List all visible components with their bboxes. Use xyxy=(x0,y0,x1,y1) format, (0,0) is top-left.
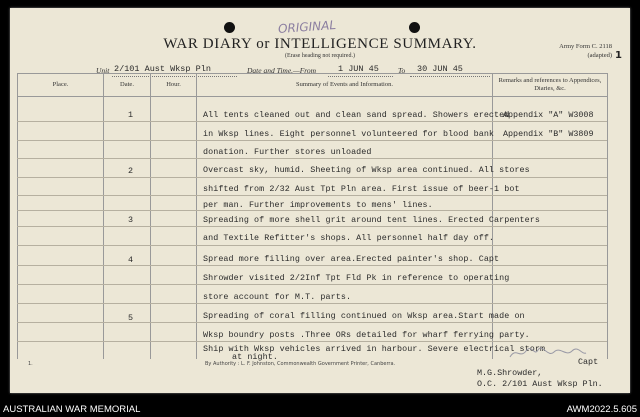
unit-label: Unit xyxy=(96,66,110,75)
ruled-line xyxy=(17,158,607,159)
ruled-line xyxy=(17,140,607,141)
army-form-label xyxy=(559,42,622,61)
accession-number: AWM2022.5.605 xyxy=(566,404,637,415)
signature-position: O.C. 2/101 Aust Wksp Pln. xyxy=(477,379,603,389)
printer-credit: By Authority : L. F. Johnston, Commonwealth Government Printer, Canberra. xyxy=(205,361,396,367)
page-number: 1 xyxy=(615,50,622,61)
signature-name: M.G.Shrowder, xyxy=(477,368,543,378)
signature-block xyxy=(477,357,603,390)
ruled-line xyxy=(17,210,607,211)
ruled-line xyxy=(17,265,607,266)
date-entry: 3 xyxy=(128,215,134,225)
summary-line: Spread more filling over area.Erected painter's shop. Capt xyxy=(203,254,500,264)
col-date: Date. xyxy=(104,74,151,97)
date-entry: 5 xyxy=(128,313,134,323)
summary-line: Spreading of coral filling continued on Wksp area.Start made on xyxy=(203,311,525,321)
remark-appendix-b: Appendix "B" W3809 xyxy=(503,129,594,139)
summary-line: Shrowder visited 2/2Inf Tpt Fld Pk in reference to operating xyxy=(203,273,510,283)
army-form-adapted: (adapted) xyxy=(587,52,612,59)
date-entry: 1 xyxy=(128,110,134,120)
summary-line: shifted from 2/32 Aust Tpt Pln area. First issue of beer-1 bot xyxy=(203,184,520,194)
date-entry: 2 xyxy=(128,166,134,176)
date-entry: 4 xyxy=(128,255,134,265)
col-place: Place. xyxy=(18,74,104,97)
unit-value: 2/101 Aust Wksp Pln xyxy=(114,64,211,74)
form-title: WAR DIARY or INTELLIGENCE SUMMARY. xyxy=(163,36,477,52)
ruled-line xyxy=(17,195,607,196)
ruled-line xyxy=(17,284,607,285)
ruled-line xyxy=(17,245,607,246)
from-value: 1 JUN 45 xyxy=(338,64,379,74)
summary-line: All tents cleaned out and clean sand spread. Showers erected xyxy=(203,110,510,120)
date-label: Date and Time.—From xyxy=(247,66,317,75)
ruled-line xyxy=(17,303,607,304)
to-value: 30 JUN 45 xyxy=(417,64,463,74)
form-subtitle: (Erase heading not required.) xyxy=(285,53,355,59)
ruled-line xyxy=(17,341,607,342)
punch-hole-left xyxy=(224,22,235,33)
summary-line: store account for M.T. parts. xyxy=(203,292,352,302)
summary-line: Wksp boundry posts .Three ORs detailed for wharf ferrying party. xyxy=(203,330,530,340)
summary-line: Spreading of more shell grit around tent lines. Erected Carpenters xyxy=(203,215,540,225)
army-form-number: Army Form C. 2118 xyxy=(559,43,612,50)
signature-rank: Capt xyxy=(578,357,599,367)
summary-line: Ship with Wksp vehicles arrived in harbour. Severe electrical storm xyxy=(203,344,546,354)
ruled-line xyxy=(17,226,607,227)
summary-line: Overcast sky, humid. Sheeting of Wksp area continued. All stores xyxy=(203,165,530,175)
summary-line: per man. Further improvements to mens' lines. xyxy=(203,200,433,210)
ruled-line xyxy=(17,121,607,122)
institution-label: AUSTRALIAN WAR MEMORIAL xyxy=(3,404,141,415)
summary-line: in Wksp lines. Eight personnel volunteered for blood bank xyxy=(203,129,495,139)
ruled-line xyxy=(17,177,607,178)
col-remarks: Remarks and references to Appendices, Diaries, &c. xyxy=(493,74,608,97)
ruled-line xyxy=(17,322,607,323)
footer-page-index: 1. xyxy=(28,361,33,367)
summary-line: and Textile Refitter's shops. All personnel half day off. xyxy=(203,233,495,243)
col-hour: Hour. xyxy=(151,74,197,97)
punch-hole-right xyxy=(409,22,420,33)
summary-line: at night. xyxy=(232,352,278,362)
to-label: To xyxy=(398,66,406,75)
col-summary: Summary of Events and Information. xyxy=(197,74,493,97)
summary-line: donation. Further stores unloaded xyxy=(203,147,372,157)
original-annotation: ORIGINAL xyxy=(277,17,337,37)
caption-bar xyxy=(0,403,640,417)
remark-appendix-a: Appendix "A" W3008 xyxy=(503,110,594,120)
